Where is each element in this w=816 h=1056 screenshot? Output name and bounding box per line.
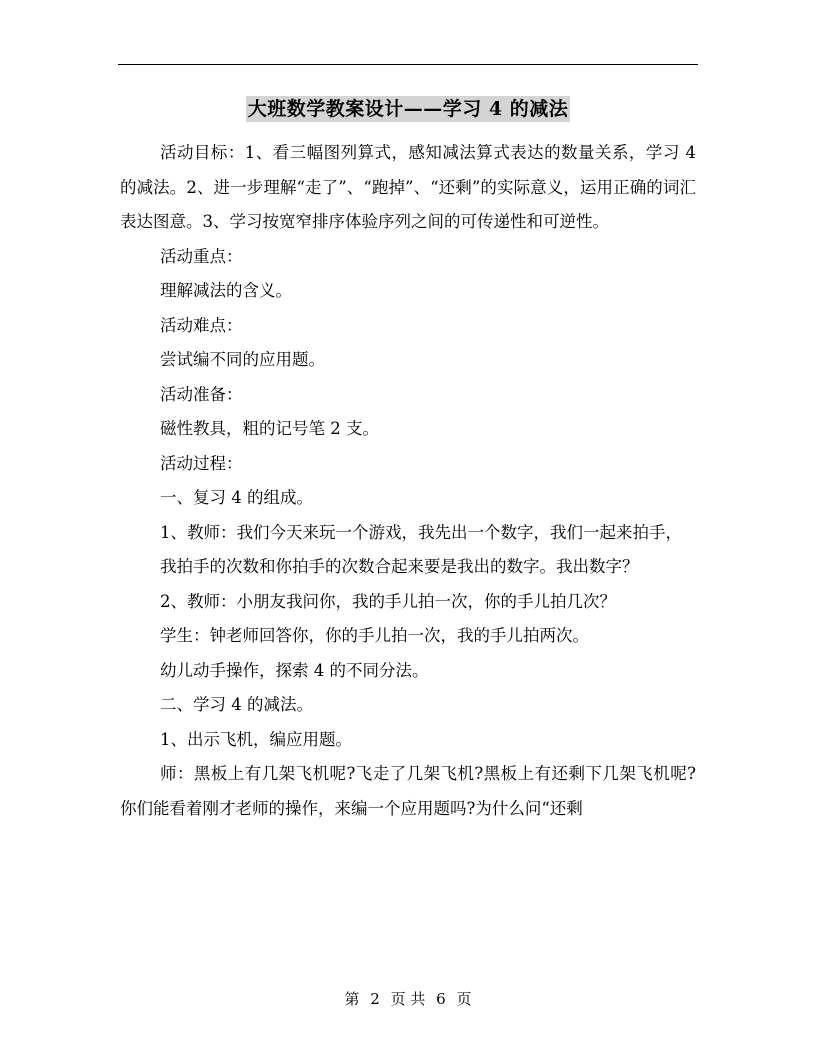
paragraph-step-1: 1、教师：我们今天来玩一个游戏，我先出一个数字，我们一起来拍手， bbox=[160, 522, 682, 542]
paragraph-student: 学生：钟老师回答你，你的手儿拍一次，我的手儿拍两次。 bbox=[160, 626, 589, 645]
footer-page-current: 2 bbox=[370, 990, 380, 1008]
paragraph-key-point: 理解减法的含义。 bbox=[160, 281, 292, 300]
paragraph-operation: 幼儿动手操作，探索 4 的不同分法。 bbox=[160, 660, 429, 680]
paragraph-preparation-heading: 活动准备： bbox=[160, 384, 243, 404]
paragraph-difficulty-heading: 活动难点： bbox=[160, 315, 243, 335]
paragraph-process-heading: 活动过程： bbox=[160, 453, 243, 473]
paragraph-plane: 1、出示飞机，编应用题。 bbox=[160, 729, 352, 749]
title-container bbox=[0, 96, 816, 122]
footer-prefix: 第 bbox=[344, 990, 360, 1008]
document-body bbox=[120, 136, 696, 826]
paragraph-step-2: 2、教师：小朋友我问你，我的手儿拍一次，你的手儿拍几次？ bbox=[160, 591, 616, 611]
paragraph-section-1: 一、复习 4 的组成。 bbox=[160, 488, 313, 507]
footer-suffix: 页 bbox=[456, 990, 472, 1008]
paragraph-key-point-heading: 活动重点： bbox=[160, 246, 243, 266]
document-title: 大班数学教案设计——学习 4 的减法 bbox=[247, 98, 569, 120]
footer-page-total: 6 bbox=[436, 990, 446, 1008]
footer-mid: 页 共 bbox=[390, 990, 426, 1008]
paragraph-objectives: 活动目标：1、看三幅图列算式，感知减法算式表达的数量关系，学习 4 的减法。2、进一步理解“走了”、“跑掉”、“还剩”的实际意义，运用正确的词汇表达图意。3、学习按宽窄排序体验序列之间的可传递性和可逆性。 bbox=[120, 143, 696, 231]
page-footer bbox=[0, 988, 816, 1009]
paragraph-step-1-cont: 我拍手的次数和你拍手的次数合起来要是我出的数字。我出数字？ bbox=[160, 557, 639, 576]
paragraph-preparation: 磁性教具，粗的记号笔 2 支。 bbox=[160, 419, 379, 438]
paragraph-section-2: 二、学习 4 的减法。 bbox=[160, 695, 313, 714]
paragraph-teacher-question: 师：黑板上有几架飞机呢?飞走了几架飞机?黑板上有还剩下几架飞机呢?你们能看着刚才老师的操作，来编一个应用题吗?为什么问“还剩 bbox=[120, 764, 696, 818]
header-rule bbox=[118, 64, 698, 65]
paragraph-difficulty: 尝试编不同的应用题。 bbox=[160, 350, 325, 369]
